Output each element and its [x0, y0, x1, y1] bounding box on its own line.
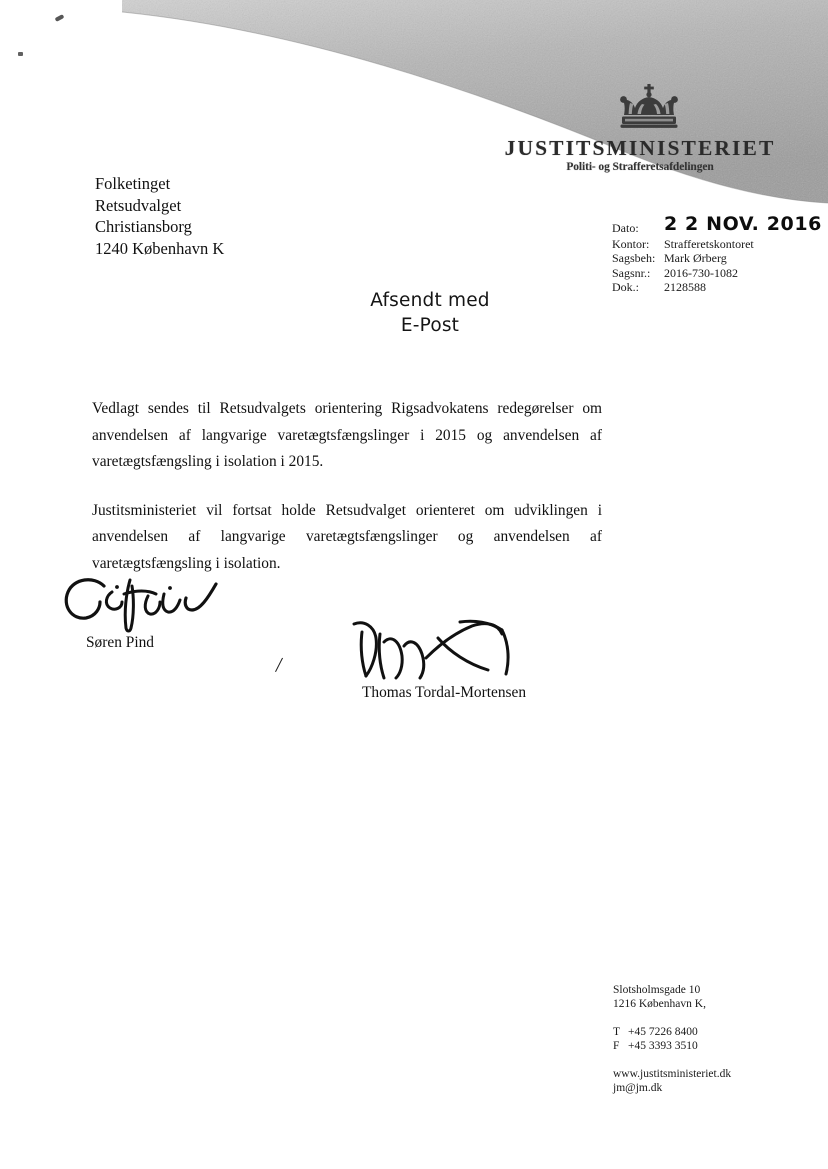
signature-block-official	[340, 612, 570, 702]
metadata-value-dok: 2128588	[664, 280, 706, 295]
addressee-line-4: 1240 København K	[95, 238, 225, 258]
delivery-method-note	[300, 288, 560, 338]
metadata-value-sagsnr: 2016-730-1082	[664, 265, 738, 280]
letterhead-footer	[613, 983, 731, 1095]
footer-web-group	[613, 1067, 731, 1096]
footer-address-line-1: Slotsholmsgade 10	[613, 984, 701, 996]
addressee-line-3: Christiansborg	[95, 217, 192, 236]
addressee-line-1: Folketinget	[95, 174, 171, 193]
addressee-line-2: Retsudvalget	[95, 195, 182, 215]
handwritten-signature-icon	[340, 612, 570, 684]
metadata-value-sagsbeh: Mark Ørberg	[664, 251, 727, 266]
signatory-name-minister: Søren Pind	[86, 634, 154, 651]
ministry-name: JUSTITSMINISTERIET	[504, 136, 776, 160]
footer-fax-value: +45 3393 3510	[628, 1040, 698, 1053]
addressee-block	[95, 173, 224, 259]
royal-crown-icon	[612, 84, 686, 132]
signatory-name-official: Thomas Tordal-Mortensen	[362, 684, 527, 701]
footer-website[interactable]: www.justitsministeriet.dk	[613, 1067, 732, 1080]
body-paragraph-1: Vedlagt sendes til Retsudvalgets orientering Rigsadvokatens redegørelser om anvendelsen af langvarige varetægtsfængslinger i 2015 og anvendelsen af varetægtsfængsling i isolation i 2015.	[92, 400, 602, 470]
metadata-row-date	[612, 214, 822, 236]
footer-telephone-label: T	[613, 1025, 621, 1038]
footer-address-group	[613, 983, 731, 1012]
metadata-row-dok	[612, 280, 822, 295]
delivery-method-line-1: Afsendt med	[370, 290, 490, 311]
footer-fax-row	[613, 1039, 731, 1053]
metadata-label-sagsbeh: Sagsbeh:	[612, 251, 656, 266]
footer-email[interactable]: jm@jm.dk	[613, 1082, 663, 1095]
metadata-label-dok: Dok.:	[612, 280, 639, 295]
footer-contact-group	[613, 1025, 731, 1054]
metadata-value-kontor: Strafferetskontoret	[664, 236, 754, 251]
footer-telephone-value: +45 7226 8400	[628, 1025, 698, 1038]
metadata-label-sagsnr: Sagsnr.:	[612, 265, 651, 280]
footer-fax-label: F	[613, 1040, 620, 1053]
handwritten-signature-icon	[60, 572, 290, 634]
date-stamp-value: 2 2 NOV. 2016	[664, 213, 822, 235]
metadata-row-kontor	[612, 237, 822, 252]
metadata-label-date: Dato:	[612, 221, 639, 235]
signature-block-minister	[60, 572, 290, 652]
footer-address-line-2: 1216 København K,	[613, 998, 706, 1011]
body-paragraph-2: Justitsministeriet vil fortsat holde Retsudvalget orienteret om udviklingen i anvendelsen af langvarige varetægtsfængslinger og anvendelsen af varetægtsfængsling i isolation.	[92, 501, 602, 572]
ministry-department-subtitle: Politi- og Strafferetsafdelingen	[566, 161, 714, 173]
metadata-label-kontor: Kontor:	[612, 236, 650, 251]
footer-telephone-row	[613, 1025, 731, 1039]
letter-body	[92, 396, 602, 577]
delivery-method-line-2: E-Post	[400, 315, 460, 336]
metadata-row-sagsnr	[612, 266, 822, 281]
signature-slash-mark: /	[274, 651, 284, 678]
document-metadata-block	[612, 214, 822, 295]
metadata-row-sagsbeh	[612, 251, 822, 266]
